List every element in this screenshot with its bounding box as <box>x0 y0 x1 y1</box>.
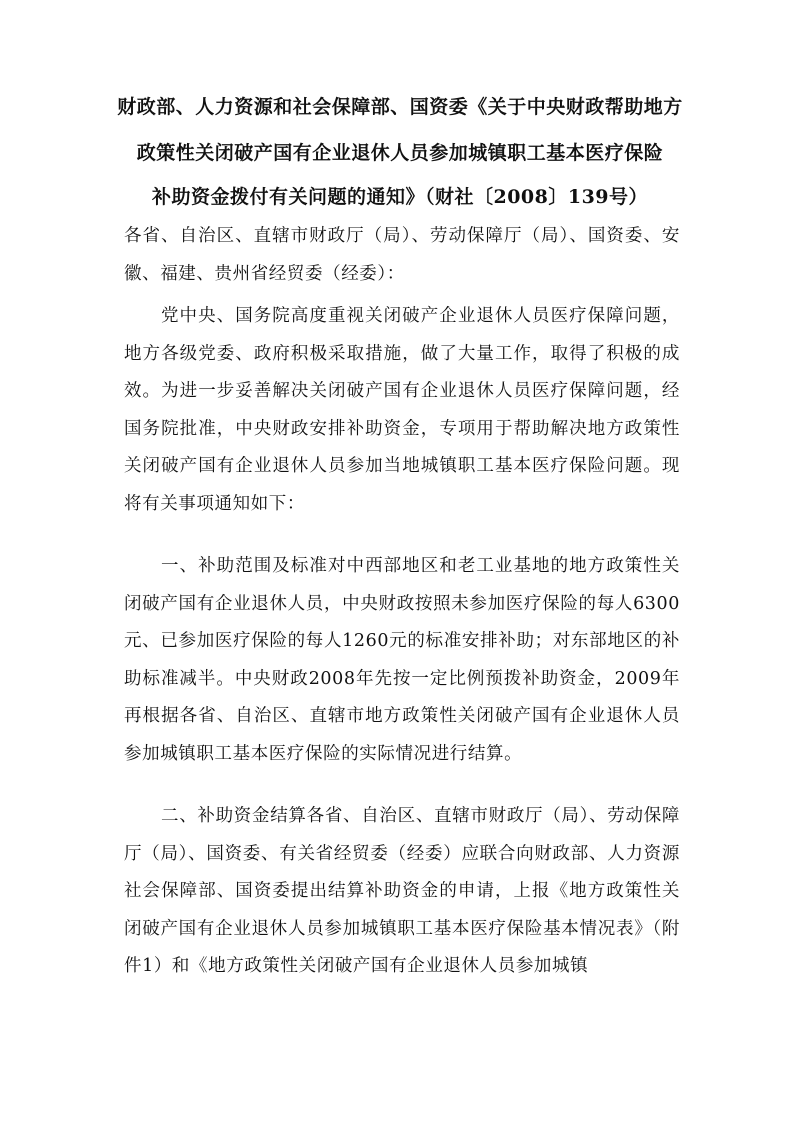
paragraph-intro: 党中央、国务院高度重视关闭破产企业退休人员医疗保障问题，地方各级党委、政府积极采取措施，做了大量工作，取得了积极的成效。为进一步妥善解决关闭破产国有企业退休人员医疗保障问题，经国务院批准，中央财政安排补助资金，专项用于帮助解决地方政策性关闭破产国有企业退休人员参加当地城镇职工基本医疗保险问题。现将有关事项通知如下： <box>124 306 680 514</box>
document-title-line-3: 补助资金拨付有关问题的通知》（财社〔2008〕139号） <box>151 186 649 208</box>
paragraph-section-2: 二、补助资金结算各省、自治区、直辖市财政厅（局）、劳动保障厅（局）、国资委、有关省经贸委（经委）应联合向财政部、人力资源社会保障部、国资委提出结算补助资金的申请，上报《地方政策性关闭破产国有企业退休人员参加城镇职工基本医疗保险基本情况表》（附件1）和《地方政策性关闭破产国有企业退休人员参加城镇 <box>124 806 680 976</box>
document-title-line-2: 政策性关闭破产国有企业退休人员参加城镇职工基本医疗保险 <box>136 142 664 164</box>
addressee: 各省、自治区、直辖市财政厅（局）、劳动保障厅（局）、国资委、安徽、福建、贵州省经贸委（经委）： <box>124 226 680 284</box>
paragraph-section-1: 一、补助范围及标准对中西部地区和老工业基地的地方政策性关闭破产国有企业退休人员，中央财政按照未参加医疗保险的每人6300元、已参加医疗保险的每人1260元的标准安排补助；对东部地区的补助标准减半。中央财政2008年先按一定比例预拨补助资金，2009年再根据各省、自治区、直辖市地方政策性关闭破产国有企业退休人员参加城镇职工基本医疗保险的实际情况进行结算。 <box>124 556 680 764</box>
document-title-line-1: 财政部、人力资源和社会保障部、国资委《关于中央财政帮助地方 <box>117 96 683 118</box>
